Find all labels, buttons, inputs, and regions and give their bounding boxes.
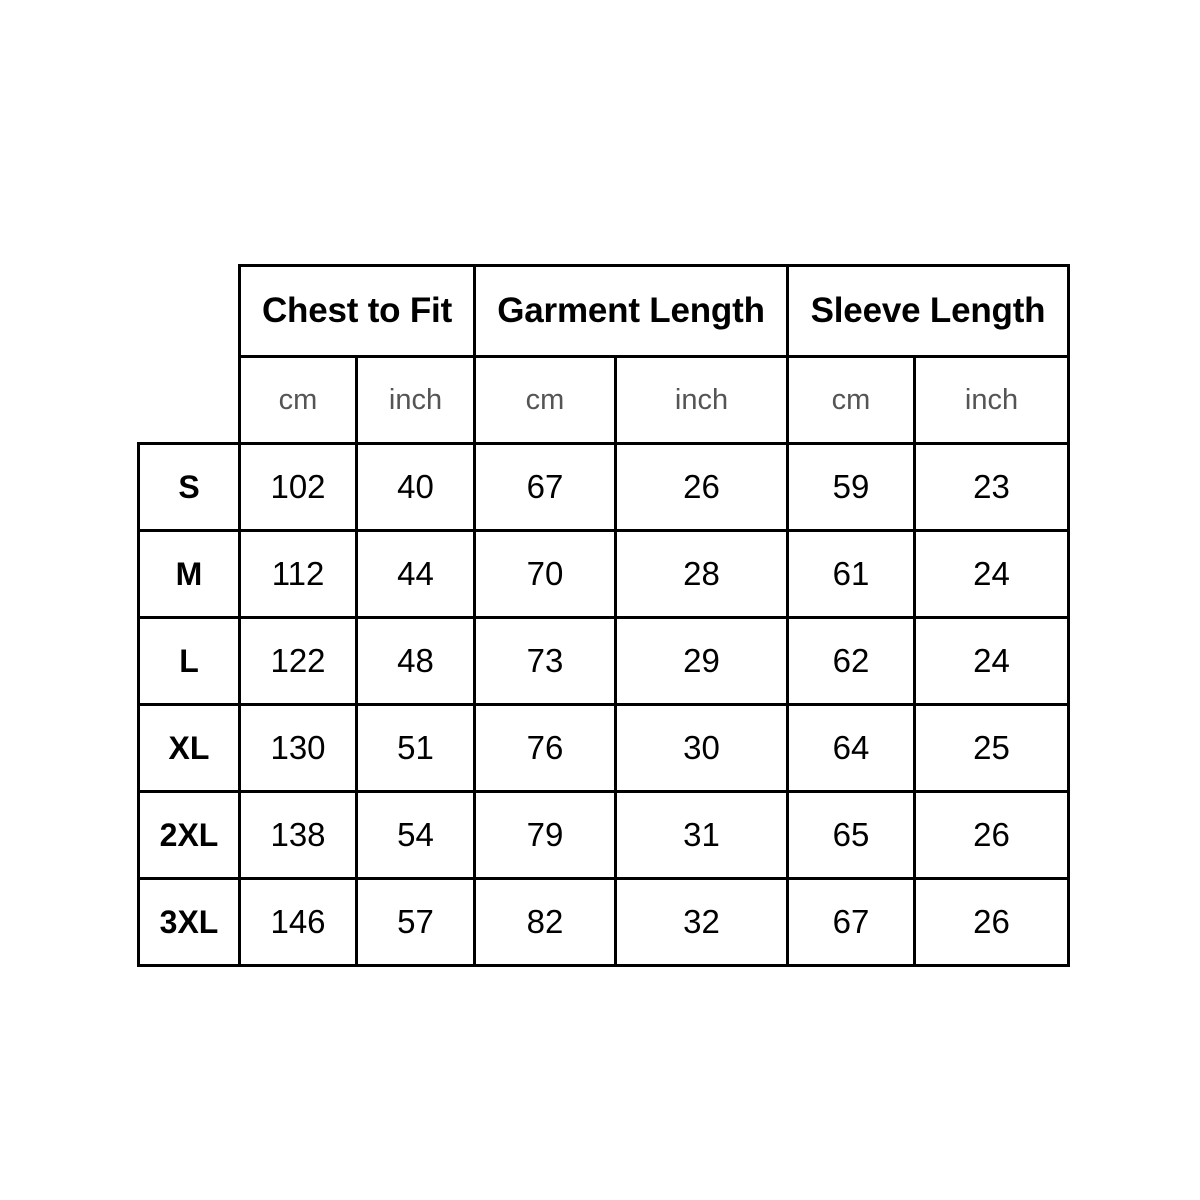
cell-chest-inch: 51 [357, 705, 475, 792]
cell-sleeve-inch: 24 [915, 531, 1069, 618]
cell-sleeve-inch: 26 [915, 879, 1069, 966]
cell-chest-inch: 48 [357, 618, 475, 705]
cell-garment-cm: 76 [475, 705, 616, 792]
units-header-row [139, 357, 1069, 444]
size-label: M [139, 531, 240, 618]
cell-garment-cm: 73 [475, 618, 616, 705]
cell-sleeve-inch: 25 [915, 705, 1069, 792]
cell-sleeve-cm: 67 [788, 879, 915, 966]
cell-chest-inch: 44 [357, 531, 475, 618]
unit-header-chest-cm: cm [240, 357, 357, 444]
cell-garment-cm: 70 [475, 531, 616, 618]
size-label: 3XL [139, 879, 240, 966]
cell-chest-cm: 112 [240, 531, 357, 618]
cell-sleeve-inch: 26 [915, 792, 1069, 879]
size-label: XL [139, 705, 240, 792]
cell-sleeve-cm: 64 [788, 705, 915, 792]
cell-garment-inch: 31 [616, 792, 788, 879]
table-row [139, 792, 1069, 879]
cell-chest-inch: 54 [357, 792, 475, 879]
unit-header-sleeve-cm: cm [788, 357, 915, 444]
cell-sleeve-inch: 23 [915, 444, 1069, 531]
cell-garment-inch: 29 [616, 618, 788, 705]
cell-garment-inch: 30 [616, 705, 788, 792]
corner-cell-empty [139, 266, 240, 357]
cell-chest-cm: 138 [240, 792, 357, 879]
cell-garment-inch: 28 [616, 531, 788, 618]
cell-sleeve-cm: 65 [788, 792, 915, 879]
cell-chest-cm: 146 [240, 879, 357, 966]
column-group-header-row [139, 266, 1069, 357]
cell-garment-cm: 79 [475, 792, 616, 879]
size-label: S [139, 444, 240, 531]
cell-sleeve-cm: 62 [788, 618, 915, 705]
column-group-garment-length: Garment Length [475, 266, 788, 357]
cell-garment-inch: 26 [616, 444, 788, 531]
table-row [139, 705, 1069, 792]
unit-header-garment-inch: inch [616, 357, 788, 444]
cell-garment-cm: 82 [475, 879, 616, 966]
size-label: 2XL [139, 792, 240, 879]
unit-header-sleeve-inch: inch [915, 357, 1069, 444]
table-row [139, 618, 1069, 705]
cell-chest-inch: 57 [357, 879, 475, 966]
size-chart-table [137, 264, 1070, 967]
unit-header-chest-inch: inch [357, 357, 475, 444]
corner-cell-empty-units [139, 357, 240, 444]
cell-chest-cm: 122 [240, 618, 357, 705]
cell-garment-inch: 32 [616, 879, 788, 966]
cell-chest-inch: 40 [357, 444, 475, 531]
cell-chest-cm: 102 [240, 444, 357, 531]
table-row [139, 879, 1069, 966]
cell-sleeve-cm: 61 [788, 531, 915, 618]
size-chart-container [137, 264, 1070, 967]
cell-garment-cm: 67 [475, 444, 616, 531]
table-row [139, 444, 1069, 531]
cell-sleeve-inch: 24 [915, 618, 1069, 705]
unit-header-garment-cm: cm [475, 357, 616, 444]
column-group-sleeve-length: Sleeve Length [788, 266, 1069, 357]
cell-sleeve-cm: 59 [788, 444, 915, 531]
column-group-chest-to-fit: Chest to Fit [240, 266, 475, 357]
table-row [139, 531, 1069, 618]
size-label: L [139, 618, 240, 705]
cell-chest-cm: 130 [240, 705, 357, 792]
